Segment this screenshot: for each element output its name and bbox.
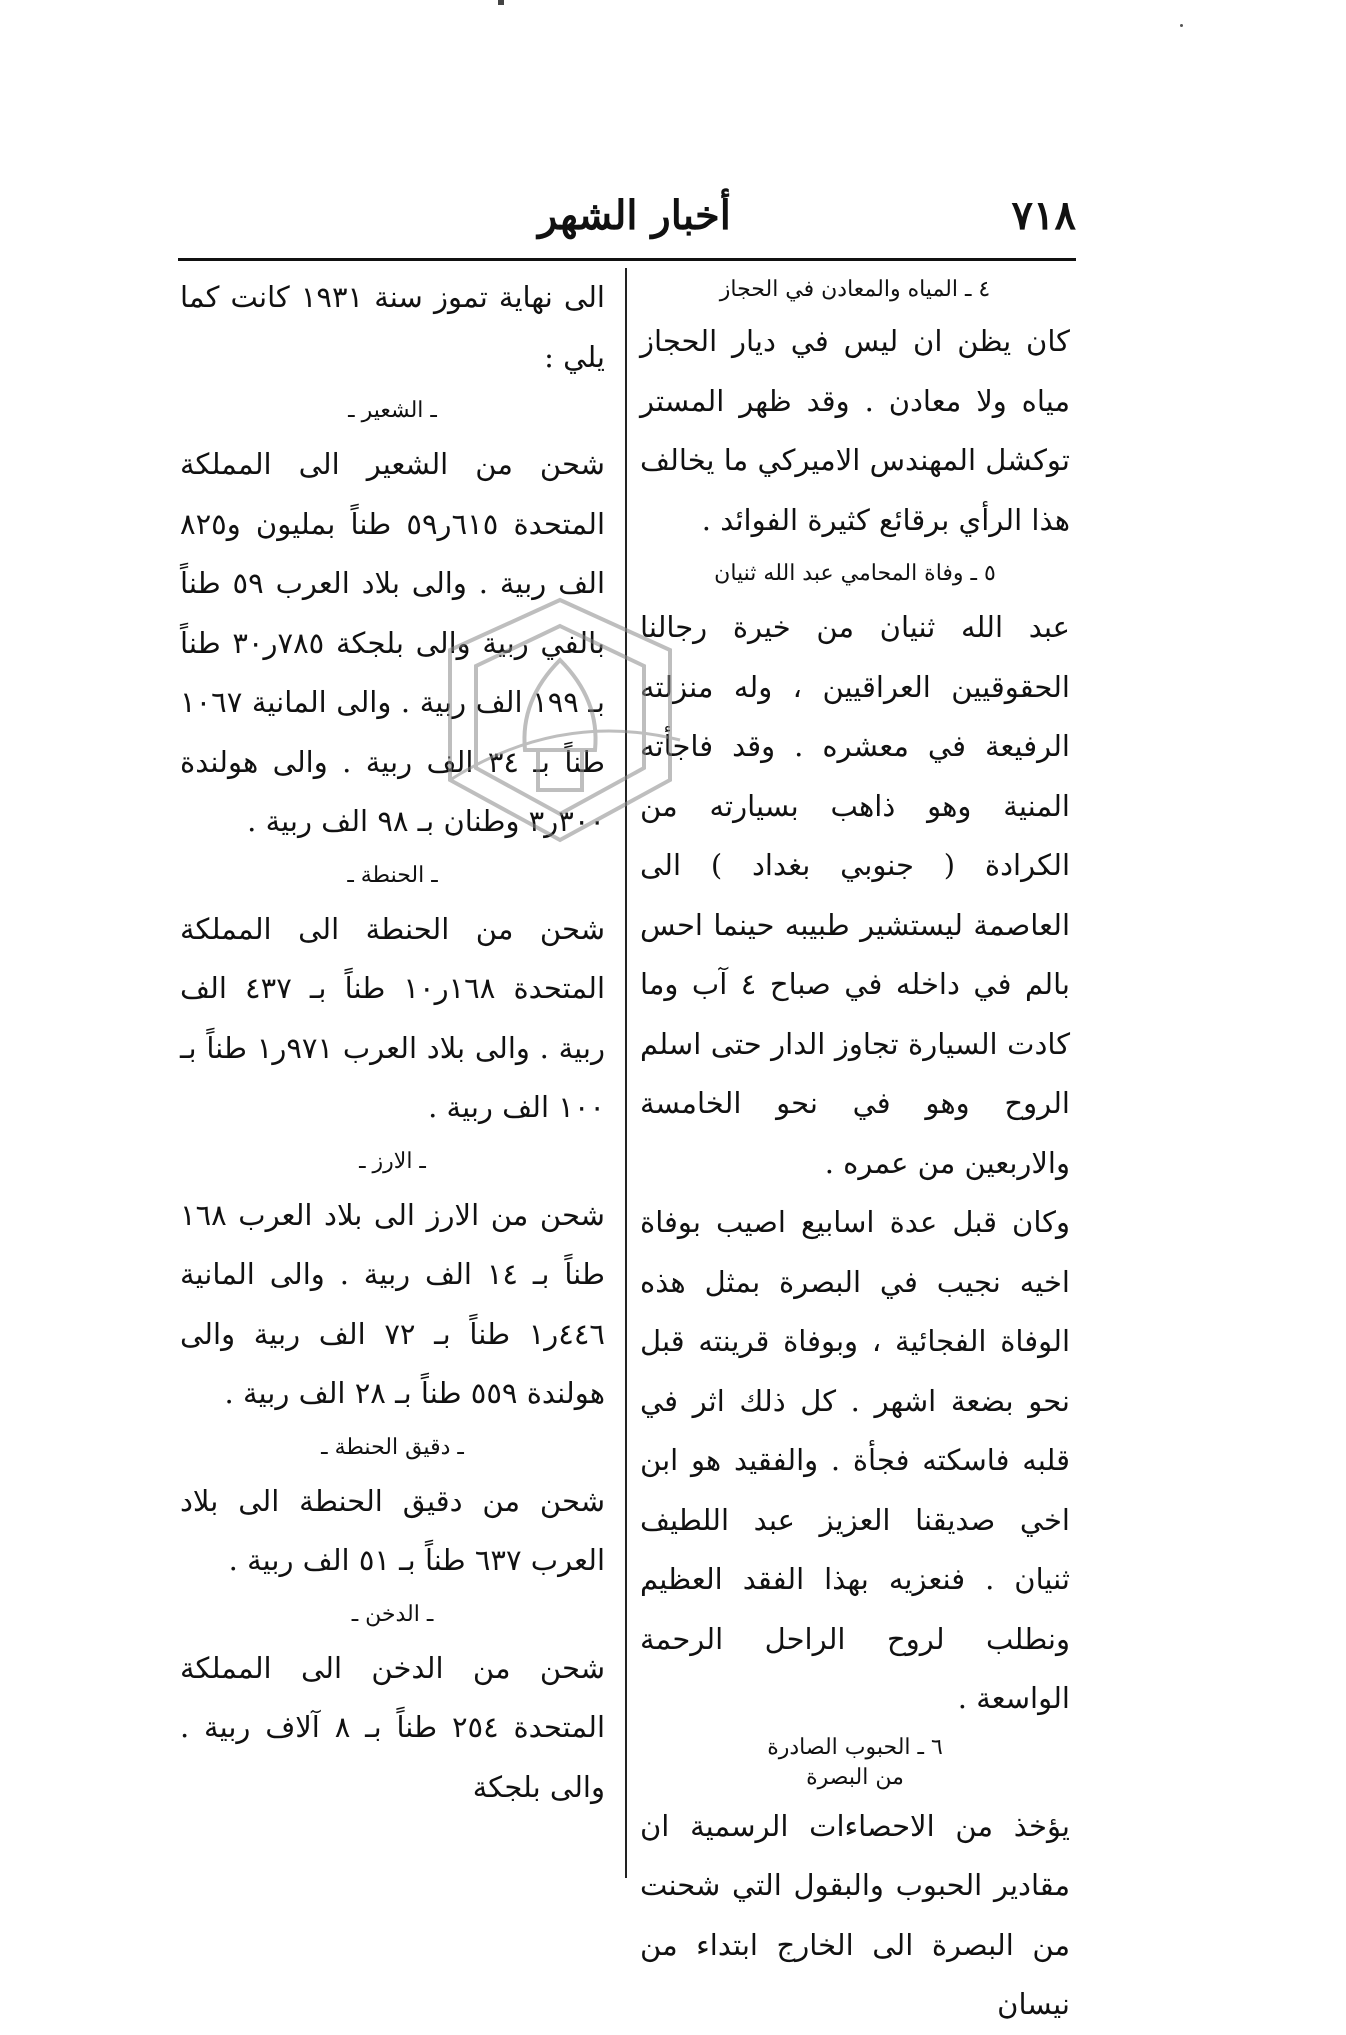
paragraph-wheat: شحن من الحنطة الى المملكة المتحدة ١٦٨ر١٠ طناً بـ ٤٣٧ الف ربية . والى بلاد العرب ٩٧١ر١ طناً بـ ١٠٠ الف ربية . <box>180 911 606 1124</box>
page-number: ٧١٨ <box>1011 192 1076 239</box>
column-divider <box>625 268 627 1878</box>
paragraph-barley: شحن من الشعير الى المملكة المتحدة ٦١٥ر٥٩ طناً بمليون و٨٢٥ الف ربية . والى بلاد العرب ٥٩ طناً بالفي ربية والى بلجكة ٧٨٥ر٣٠ طناً بـ ١٩٩ الف ربية . والى المانية ١٠٦٧ طناً بـ ٣٤ الف ربية . والى هولندة ٣٠٠ر٣ وطنان بـ ٩٨ الف ربية . <box>180 447 606 838</box>
section-heading-grain-exports: ٦ ـ الحبوب الصادرة <box>767 1734 943 1760</box>
paragraph-rice: شحن من الارز الى بلاد العرب ١٦٨ طناً بـ ١٤ الف ربية . والى المانية ٤٤٦ر١ طناً بـ ٧٢ الف ربية والى هولندة ٥٥٩ طناً بـ ٢٨ الف ربية . <box>180 1197 606 1410</box>
header-rule <box>178 258 1076 261</box>
section-heading-obituary: ٥ ـ وفاة المحامي عبد الله ثنيان <box>714 561 996 586</box>
subheading-wheat-flour: ـ دقيق الحنطة ـ <box>321 1434 464 1460</box>
watermark-stamp <box>430 590 690 870</box>
subheading-barley: ـ الشعير ـ <box>348 398 437 423</box>
running-title: أخبار الشهر <box>538 192 731 239</box>
subheading-millet: ـ الدخن ـ <box>351 1601 434 1627</box>
section-heading-water-minerals: ٤ ـ المياه والمعادن في الحجاز <box>719 277 991 302</box>
paragraph-wheat-flour: شحن من دقيق الحنطة الى بلاد العرب ٦٣٧ طناً بـ ٥١ الف ربية . <box>180 1483 605 1577</box>
left-column <box>180 268 605 1888</box>
scan-speck <box>498 0 504 5</box>
subheading-rice: ـ الارز ـ <box>359 1148 426 1174</box>
section-heading-grain-exports-line2: من البصرة <box>806 1764 904 1790</box>
paragraph-water-minerals: كان يظن ان ليس في ديار الحجاز مياه ولا معادن . وقد ظهر المستر توكشل المهندس الاميركي ما يخالف هذا الرأي برقائع كثيرة الفوائد . <box>640 324 1070 537</box>
paragraph-millet: شحن من الدخن الى المملكة المتحدة ٢٥٤ طناً بـ ٨ آلاف ربية . والى بلجكة <box>180 1650 606 1804</box>
page-header <box>178 192 1076 252</box>
paragraph-grain-exports: يؤخذ من الاحصاءات الرسمية ان مقادير الحبوب والبقول التي شحنت من البصرة الى الخارج ابتداء من نيسان <box>640 1808 1070 2021</box>
paragraph-obituary-2: وكان قبل عدة اسابيع اصيب بوفاة اخيه نجيب في البصرة بمثل هذه الوفاة الفجائية ، وبوفاة قرينته قبل نحو بضعة اشهر . كل ذلك اثر في قلبه فاسكته فجأة . والفقيد هو ابن اخي صديقنا العزيز عبد اللطيف ثنيان . فنعزيه بهذا الفقد العظيم ونطلب لروح الراحل الرحمة الواسعة . <box>640 1205 1070 1715</box>
right-column <box>640 268 1070 2021</box>
subheading-wheat: ـ الحنطة ـ <box>347 862 438 888</box>
paragraph-grain-intro: الى نهاية تموز سنة ١٩٣١ كانت كما يلي : <box>180 280 605 374</box>
scan-dot <box>1180 24 1183 27</box>
paragraph-obituary-1: عبد الله ثنيان من خيرة رجالنا الحقوقيين العراقيين ، وله منزلته الرفيعة في معشره . وقد فاجأته المنية وهو ذاهب بسيارته من الكرادة ( جنوبي بغداد ) الى العاصمة ليستشير طبيبه حينما احس بالم في داخله في صباح ٤ آب وما كادت السيارة تجاوز الدار حتى اسلم الروح وهو في نحو الخامسة والاربعين من عمره . <box>640 610 1070 1180</box>
